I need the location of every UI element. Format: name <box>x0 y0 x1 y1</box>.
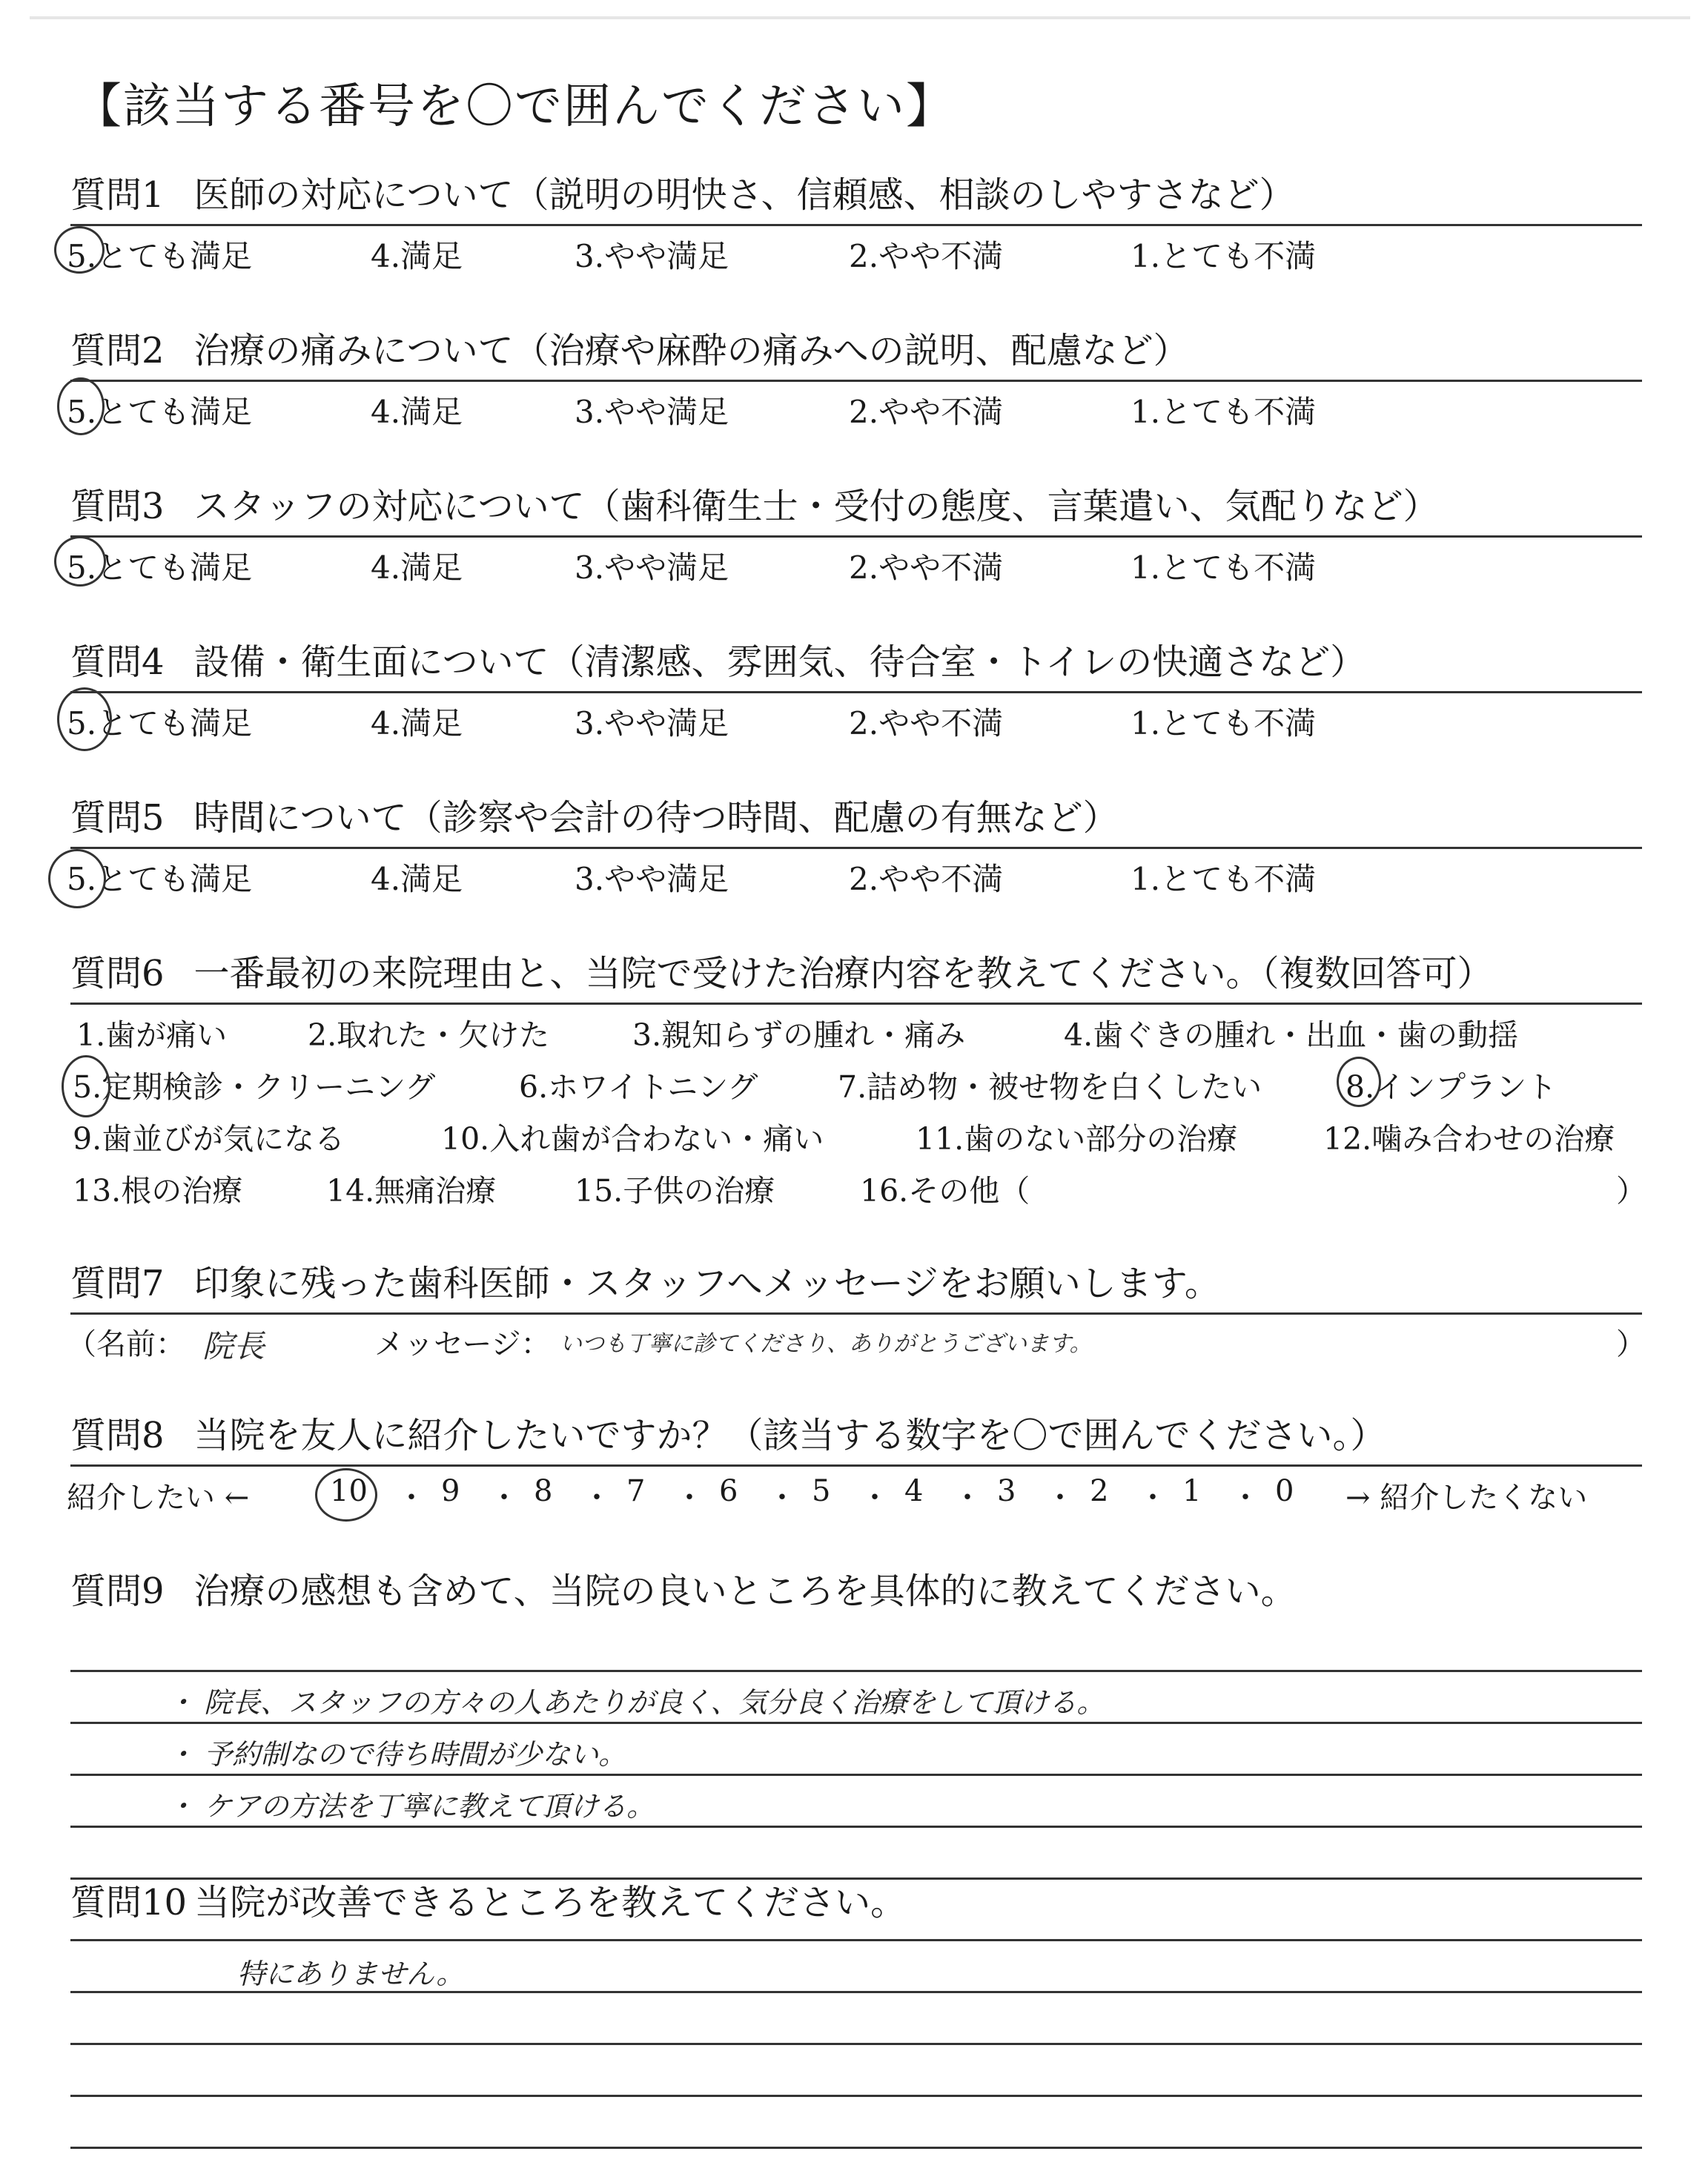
option-5[interactable]: 5.とても満足 <box>67 861 253 897</box>
close-paren: ） <box>1616 1173 1646 1209</box>
option-1[interactable]: 1.とても不満 <box>1131 238 1317 274</box>
question-number: 質問5 <box>70 797 165 839</box>
option-3[interactable]: 3.やや満足 <box>575 549 729 586</box>
option-1[interactable]: 1.とても不満 <box>1131 549 1317 586</box>
option-2[interactable]: 2.やや不満 <box>849 861 1004 897</box>
question-text: 設備・衛生面について（清潔感、雰囲気、待合室・トイレの快適さなど） <box>193 641 1366 683</box>
page-title: 【該当する番号を〇で囲んでください】 <box>74 79 955 134</box>
scale-3[interactable]: 3 <box>997 1474 1016 1508</box>
answer-line <box>70 2095 1642 2097</box>
question-text: 当院が改善できるところを教えてください。 <box>194 1882 907 1923</box>
name-label: （名前： <box>67 1327 185 1361</box>
option-7[interactable]: 7.詰め物・被せ物を白くしたい <box>838 1069 1262 1105</box>
option-3[interactable]: 3.やや満足 <box>575 394 729 430</box>
name-value[interactable]: 院長 <box>202 1328 265 1364</box>
question-text: 医師の対応について（説明の明快さ、信頼感、相談のしやすさなど） <box>193 174 1295 216</box>
selection-circle <box>54 226 105 274</box>
question-text: 印象に残った歯科医師・スタッフへメッセージをお願いします。 <box>193 1263 1220 1304</box>
handwritten-answer: ・ 院長、スタッフの方々の人あたりが良く、気分良く治療をして頂ける。 <box>167 1686 1105 1719</box>
top-border <box>30 16 1690 19</box>
option-5[interactable]: 5.とても満足 <box>67 549 253 586</box>
question-number: 質問2 <box>70 330 165 371</box>
option-2[interactable]: 2.やや不満 <box>849 549 1004 586</box>
answer-line <box>70 2043 1642 2045</box>
scale-1[interactable]: 1 <box>1182 1474 1202 1508</box>
option-13[interactable]: 13.根の治療 <box>73 1173 243 1209</box>
question-2 <box>67 328 1642 430</box>
rating-options <box>67 693 1642 742</box>
question-number: 質問10 <box>70 1882 188 1923</box>
question-4 <box>67 639 1642 742</box>
question-3 <box>67 483 1642 586</box>
handwritten-answer: ・ 予約制なので待ち時間が少ない。 <box>167 1738 627 1771</box>
option-1[interactable]: 1.とても不満 <box>1131 394 1317 430</box>
option-1[interactable]: 1.とても不満 <box>1131 705 1317 742</box>
question-text: 治療の痛みについて（治療や麻酔の痛みへの説明、配慮など） <box>193 330 1189 371</box>
question-number: 質問8 <box>70 1415 165 1456</box>
reason-options <box>70 1005 1646 1212</box>
option-2[interactable]: 2.やや不満 <box>849 394 1004 430</box>
rating-options <box>67 538 1642 586</box>
option-16[interactable]: 16.その他（ <box>860 1173 1030 1209</box>
option-15[interactable]: 15.子供の治療 <box>575 1173 775 1209</box>
answer-line <box>70 1670 1642 1672</box>
option-4[interactable]: 4.満足 <box>371 549 463 586</box>
message-label: メッセージ： <box>374 1327 551 1361</box>
option-10[interactable]: 10.入れ歯が合わない・痛い <box>441 1121 824 1157</box>
recommend-scale: 紹介したい ← 10 ・ 9 ・ 8 ・ 7 ・ 6 ・ 5 ・ 4 ・ 3 ・ 2 ・ 1 ・ 0 → 紹介したくない <box>70 1474 1642 1526</box>
question-number: 質問1 <box>70 174 165 216</box>
option-1[interactable]: 1.歯が痛い <box>76 1017 228 1053</box>
option-3[interactable]: 3.やや満足 <box>575 705 729 742</box>
handwritten-answer: 特にありません。 <box>237 1958 465 1990</box>
answer-line <box>70 2147 1642 2149</box>
scale-0[interactable]: 0 <box>1275 1474 1294 1508</box>
scale-10[interactable]: 10 <box>330 1474 368 1508</box>
scale-4[interactable]: 4 <box>904 1474 924 1508</box>
scale-2[interactable]: 2 <box>1090 1474 1109 1508</box>
selection-circle <box>62 1055 110 1117</box>
answer-area[interactable] <box>70 1926 1642 2148</box>
option-3[interactable]: 3.やや満足 <box>575 238 729 274</box>
option-2[interactable]: 2.やや不満 <box>849 705 1004 742</box>
answer-line <box>70 1826 1642 1828</box>
option-6[interactable]: 6.ホワイトニング <box>519 1069 758 1105</box>
question-6 <box>70 951 1646 1212</box>
question-number: 質問9 <box>70 1571 165 1612</box>
option-5[interactable]: 5.定期検診・クリーニング <box>73 1069 436 1105</box>
answer-line <box>70 1722 1642 1724</box>
divider <box>70 1464 1642 1467</box>
question-text: 一番最初の来院理由と、当院で受けた治療内容を教えてください。（複数回答可） <box>193 953 1493 994</box>
option-3[interactable]: 3.親知らずの腫れ・痛み <box>632 1017 966 1053</box>
question-number: 質問6 <box>70 953 165 994</box>
selection-circle <box>315 1468 377 1522</box>
scale-9[interactable]: 9 <box>441 1474 460 1508</box>
scale-8[interactable]: 8 <box>534 1474 553 1508</box>
answer-line <box>70 1939 1642 1941</box>
option-4[interactable]: 4.満足 <box>371 238 463 274</box>
question-1 <box>67 172 1642 274</box>
selection-circle <box>57 377 105 435</box>
question-8 <box>67 1413 1642 1526</box>
option-4[interactable]: 4.満足 <box>371 394 463 430</box>
question-10 <box>70 1880 1642 2148</box>
option-11[interactable]: 11.歯のない部分の治療 <box>916 1121 1238 1157</box>
message-value[interactable]: いつも丁寧に診てくださり、ありがとうございます。 <box>560 1331 1092 1357</box>
question-number: 質問3 <box>70 486 165 527</box>
option-2[interactable]: 2.やや不満 <box>849 238 1004 274</box>
option-14[interactable]: 14.無痛治療 <box>326 1173 497 1209</box>
selection-circle <box>1337 1057 1381 1107</box>
option-3[interactable]: 3.やや満足 <box>575 861 729 897</box>
scale-right-label: → 紹介したくない <box>1345 1481 1588 1515</box>
option-8[interactable]: 8.インプラント <box>1345 1069 1558 1105</box>
answer-area[interactable] <box>70 1614 1642 1896</box>
message-line <box>67 1315 1646 1364</box>
scale-6[interactable]: 6 <box>719 1474 738 1508</box>
scale-5[interactable]: 5 <box>812 1474 831 1508</box>
question-text: 当院を友人に紹介したいですか？（該当する数字を〇で囲んでください。） <box>193 1415 1386 1456</box>
option-2[interactable]: 2.取れた・欠けた <box>308 1017 550 1053</box>
question-number: 質問7 <box>70 1263 165 1304</box>
rating-options <box>67 226 1642 274</box>
option-9[interactable]: 9.歯並びが気になる <box>73 1121 345 1157</box>
selection-circle <box>57 687 112 751</box>
question-text: 治療の感想も含めて、当院の良いところを具体的に教えてください。 <box>193 1571 1297 1612</box>
question-text: 時間について（診察や会計の待つ時間、配慮の有無など） <box>193 797 1119 839</box>
option-4[interactable]: 4.満足 <box>371 705 463 742</box>
rating-options <box>67 849 1642 897</box>
answer-line <box>70 1774 1642 1776</box>
option-1[interactable]: 1.とても不満 <box>1131 861 1317 897</box>
scale-left-label: 紹介したい ← <box>67 1481 250 1515</box>
option-5[interactable]: 5.とても満足 <box>67 705 253 742</box>
question-text: スタッフの対応について（歯科衛生士・受付の態度、言葉遣い、気配りなど） <box>193 486 1439 527</box>
selection-circle <box>54 536 106 587</box>
handwritten-answer: ・ ケアの方法を丁寧に教えて頂ける。 <box>167 1790 655 1823</box>
question-9 <box>70 1568 1642 1896</box>
question-number: 質問4 <box>70 641 165 683</box>
option-4[interactable]: 4.歯ぐきの腫れ・出血・歯の動揺 <box>1064 1017 1519 1053</box>
option-5[interactable]: 5.とても満足 <box>67 394 253 430</box>
question-5 <box>67 795 1642 897</box>
option-5[interactable]: 5.とても満足 <box>67 238 253 274</box>
scale-7[interactable]: 7 <box>626 1474 646 1508</box>
option-4[interactable]: 4.満足 <box>371 861 463 897</box>
close-paren: ） <box>1616 1327 1646 1361</box>
question-7 <box>67 1261 1646 1364</box>
selection-circle <box>48 849 106 908</box>
rating-options <box>67 382 1642 430</box>
option-12[interactable]: 12.噛み合わせの治療 <box>1323 1121 1615 1157</box>
